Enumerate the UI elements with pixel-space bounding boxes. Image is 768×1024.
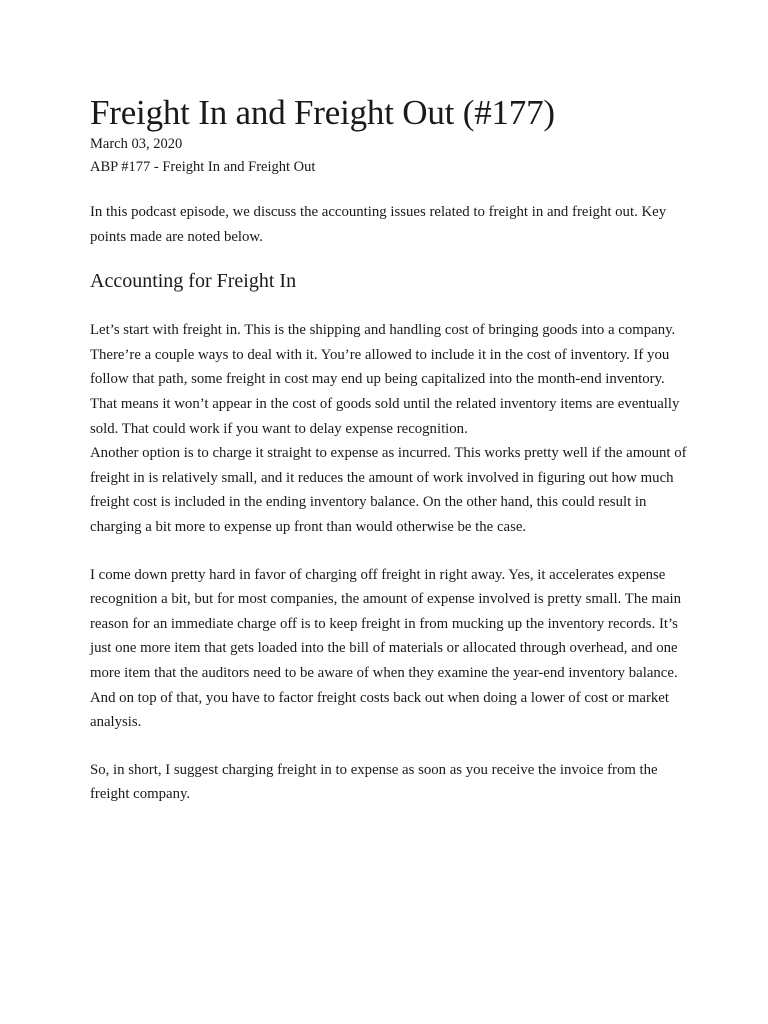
body-paragraph-2: Another option is to charge it straight to expense as incurred. This works pretty well if the amount of freight in is relatively small, and it reduces the amount of work involved in figuring out how much freight cost is included in the ending inventory balance. On the other hand, this could result in charging a bit more to expense up front than would otherwise be the case. <box>90 445 687 535</box>
intro-paragraph: In this podcast episode, we discuss the accounting issues related to freight in and freight out. Key points made are noted below. <box>90 204 667 245</box>
page-title: Freight In and Freight Out (#177) <box>90 93 555 132</box>
body-paragraph-1: Let’s start with freight in. This is the shipping and handling cost of bringing goods into a company. There’re a couple ways to deal with it. You’re allowed to include it in the cost of inventory. If you follow that path, some freight in cost may end up being capitalized into the month-end inventory. That means it won’t appear in the cost of goods sold until the related inventory items are eventually sold. That could work if you want to delay expense recognition. <box>90 322 680 437</box>
body-paragraph-4: So, in short, I suggest charging freight in to expense as soon as you receive the invoice from the freight company. <box>90 761 658 803</box>
episode-subtitle: ABP #177 - Freight In and Freight Out <box>90 159 316 175</box>
document-page <box>90 92 690 807</box>
section-heading: Accounting for Freight In <box>90 270 297 293</box>
body-paragraph-3: I come down pretty hard in favor of charging off freight in right away. Yes, it accelerates expense recognition a bit, but for most companies, the amount of expense involved is pretty small. The main reason for an immediate charge off is to keep freight in from mucking up the inventory records. It’s just one more item that gets loaded into the bill of materials or allocated through overhead, and one more item that the auditors need to be aware of when they examine the year-end inventory balance. And on top of that, you have to factor freight costs back out when doing a lower of cost or market analysis. <box>90 566 682 731</box>
publish-date: March 03, 2020 <box>90 136 183 152</box>
